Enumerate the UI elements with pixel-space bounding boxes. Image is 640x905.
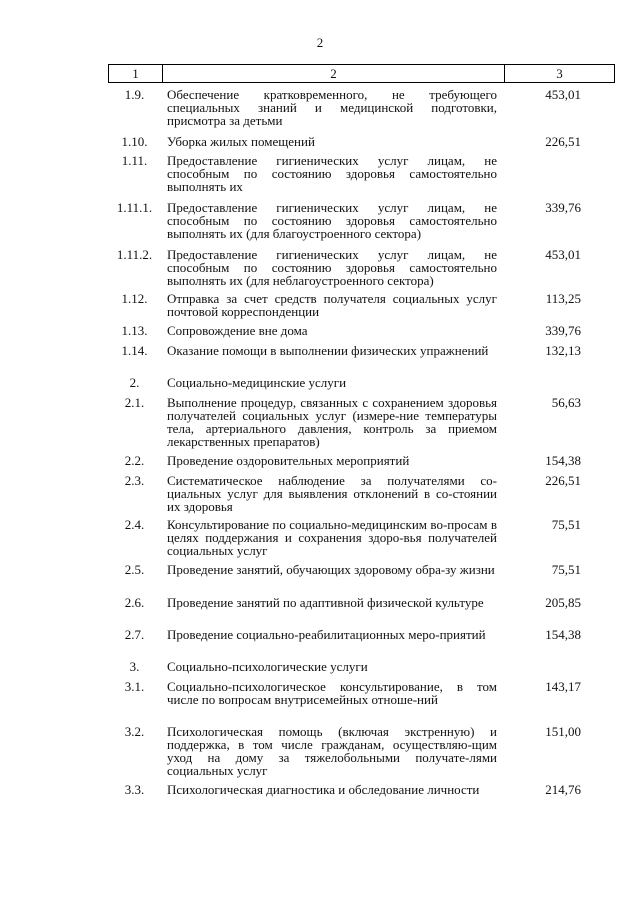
row-price: 154,38 bbox=[545, 453, 581, 468]
row-number: 1.11.1. bbox=[116, 200, 153, 215]
row-number: 1.11.2. bbox=[116, 247, 153, 262]
row-service-name: Консультирование по социально-медицинским во-просам в целях поддержания и сохранения здоро-вья получателей социальных услуг bbox=[167, 517, 497, 558]
row-service-name: Психологическая помощь (включая экстренную) и поддержка, в том числе гражданам, осуществляю-щим уход на дому за тяжелобольными получате-лями социальных услуг bbox=[167, 724, 497, 778]
row-price: 56,63 bbox=[551, 395, 581, 410]
row-number: 1.11. bbox=[121, 153, 148, 168]
row-price: 226,51 bbox=[545, 473, 581, 488]
row-price: 154,38 bbox=[545, 627, 581, 642]
header-col-1: 1 bbox=[109, 65, 163, 82]
header-col-2: 2 bbox=[163, 65, 505, 82]
row-service-name: Проведение социально-реабилитационных меро-приятий bbox=[167, 627, 486, 642]
section-title: Социально-медицинские услуги bbox=[167, 375, 347, 390]
row-number: 1.12. bbox=[121, 291, 148, 306]
section-title: Социально-психологические услуги bbox=[167, 659, 368, 674]
section-number: 2. bbox=[129, 375, 140, 390]
row-service-name: Проведение оздоровительных мероприятий bbox=[167, 453, 410, 468]
row-service-name: Проведение занятий, обучающих здоровому обра-зу жизни bbox=[167, 562, 495, 577]
row-price: 75,51 bbox=[551, 562, 581, 577]
row-number: 3.1. bbox=[124, 679, 145, 694]
row-price: 226,51 bbox=[545, 134, 581, 149]
row-price: 132,13 bbox=[545, 343, 581, 358]
row-service-name: Уборка жилых помещений bbox=[167, 134, 315, 149]
row-service-name: Выполнение процедур, связанных с сохранением здоровья получателей социальных услуг (измере-ние температуры тела, артериального давления, контроль за приемом лекарственных препаратов) bbox=[167, 395, 497, 449]
row-price: 205,85 bbox=[545, 595, 581, 610]
row-price: 151,00 bbox=[545, 724, 581, 739]
row-number: 3.2. bbox=[124, 724, 145, 739]
row-number: 2.5. bbox=[124, 562, 145, 577]
row-service-name: Предоставление гигиенических услуг лицам, не способным по состоянию здоровья самостоятельно выполнять их (для неблагоустроенного сектора) bbox=[167, 247, 497, 288]
row-number: 3.3. bbox=[124, 782, 145, 797]
row-service-name: Психологическая диагностика и обследование личности bbox=[167, 782, 480, 797]
header-col-3: 3 bbox=[556, 65, 563, 81]
row-price: 113,25 bbox=[545, 291, 581, 306]
table-header bbox=[108, 64, 615, 83]
row-price: 214,76 bbox=[545, 782, 581, 797]
row-number: 1.9. bbox=[124, 87, 145, 102]
row-number: 2.7. bbox=[124, 627, 145, 642]
row-price: 453,01 bbox=[545, 87, 581, 102]
row-service-name: Оказание помощи в выполнении физических упражнений bbox=[167, 343, 489, 358]
row-number: 2.1. bbox=[124, 395, 145, 410]
row-number: 2.2. bbox=[124, 453, 145, 468]
row-service-name: Обеспечение кратковременного, не требующего специальных знаний и медицинской подготовки, присмотра за детьми bbox=[167, 87, 497, 128]
row-service-name: Предоставление гигиенических услуг лицам, не способным по состоянию здоровья самостоятельно выполнять их (для благоустроенного сектора) bbox=[167, 200, 497, 241]
row-service-name: Систематическое наблюдение за получателями со-циальных услуг для выявления отклонений в со-стоянии их здоровья bbox=[167, 473, 497, 514]
row-price: 143,17 bbox=[545, 679, 581, 694]
row-service-name: Социально-психологическое консультирование, в том числе по вопросам внутрисемейных отноше-ний bbox=[167, 679, 497, 707]
row-price: 339,76 bbox=[545, 200, 581, 215]
row-number: 1.10. bbox=[121, 134, 148, 149]
row-number: 2.3. bbox=[124, 473, 145, 488]
row-service-name: Проведение занятий по адаптивной физической культуре bbox=[167, 595, 484, 610]
row-price: 339,76 bbox=[545, 323, 581, 338]
page-number: 2 bbox=[316, 35, 324, 50]
row-price: 75,51 bbox=[551, 517, 581, 532]
row-service-name: Сопровождение вне дома bbox=[167, 323, 308, 338]
row-number: 2.6. bbox=[124, 595, 145, 610]
row-service-name: Отправка за счет средств получателя социальных услуг почтовой корреспонденции bbox=[167, 291, 497, 319]
section-number: 3. bbox=[129, 659, 140, 674]
row-number: 2.4. bbox=[124, 517, 145, 532]
row-price: 453,01 bbox=[545, 247, 581, 262]
row-service-name: Предоставление гигиенических услуг лицам, не способным по состоянию здоровья самостоятельно выполнять их bbox=[167, 153, 497, 194]
row-number: 1.13. bbox=[121, 323, 148, 338]
row-number: 1.14. bbox=[121, 343, 148, 358]
